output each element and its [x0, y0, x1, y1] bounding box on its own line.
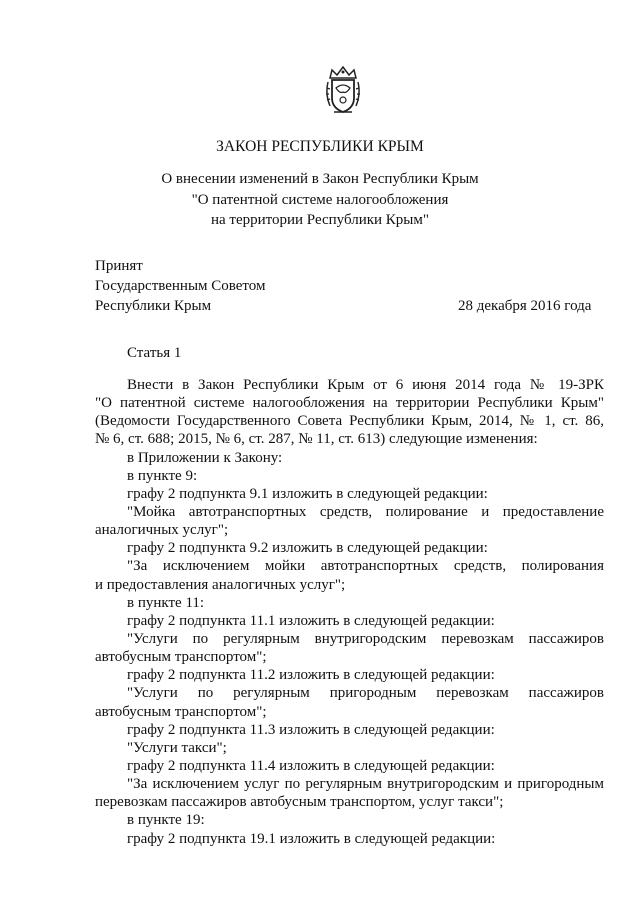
law-title: ЗАКОН РЕСПУБЛИКИ КРЫМ — [216, 138, 424, 155]
body-line: "Услуги по регулярным внутригородским перевозкам пассажиров — [127, 630, 604, 647]
coat-of-arms-icon — [324, 64, 362, 116]
body-line: "О патентной системе налогообложения на территории Республики Крым" — [95, 395, 604, 412]
adoption-block — [95, 256, 266, 316]
body-line: "Мойка автотранспортных средств, полирование и предоставление — [127, 503, 604, 520]
adoption-line: Республики Крым — [95, 298, 212, 314]
body-line: Внести в Закон Республики Крым от 6 июня 2014 года № 19-ЗРК — [127, 377, 604, 393]
body-line: графу 2 подпункта 11.3 изложить в следующей редакции: — [127, 721, 495, 738]
subtitle-line: О внесении изменений в Закон Республики Крым — [161, 171, 479, 187]
body-line: в пункте 19: — [127, 812, 205, 829]
body-line: в пункте 11: — [127, 594, 205, 611]
body-line: автобусным транспортом"; — [95, 649, 267, 666]
body-line: "За исключением услуг по регулярным внутригородским и пригородным — [127, 776, 604, 793]
adoption-date: 28 декабря 2016 года — [458, 298, 592, 314]
body-line: в пункте 9: — [127, 467, 198, 484]
body-line: графу 2 подпункта 9.1 изложить в следующей редакции: — [127, 485, 488, 502]
body-line: "За исключением мойки автотранспортных средств, полирования — [127, 558, 604, 575]
subtitle-line: "О патентной системе налогообложения — [191, 191, 449, 208]
body-line: графу 2 подпункта 11.2 изложить в следующей редакции: — [127, 667, 495, 684]
subtitle-line: на территории Республики Крым" — [210, 212, 430, 228]
body-line: автобусным транспортом"; — [95, 703, 267, 720]
body-line: перевозкам пассажиров автобусным транспортом, услуг такси"; — [95, 794, 504, 811]
body-line: аналогичных услуг"; — [95, 522, 229, 539]
article-body — [95, 376, 604, 848]
article-heading: Статья 1 — [127, 345, 182, 361]
body-line: № 6, ст. 688; 2015, № 6, ст. 287, № 11, ст. 613) следующие изменения: — [95, 431, 538, 448]
body-line: графу 2 подпункта 11.4 изложить в следующей редакции: — [127, 757, 495, 774]
body-line: графу 2 подпункта 11.1 изложить в следующей редакции: — [127, 612, 495, 629]
body-line: "Услуги такси"; — [127, 739, 227, 756]
body-line: и предоставления аналогичных услуг"; — [95, 576, 346, 593]
body-line: "Услуги по регулярным пригородным перевозкам пассажиров — [127, 685, 604, 702]
body-line: (Ведомости Государственного Совета Республики Крым, 2014, № 1, ст. 86, — [95, 413, 604, 430]
body-line: графу 2 подпункта 19.1 изложить в следующей редакции: — [127, 830, 496, 847]
body-line: графу 2 подпункта 9.2 изложить в следующей редакции: — [127, 540, 488, 557]
adoption-line: Государственным Советом — [95, 278, 266, 294]
adoption-line: Принят — [95, 258, 143, 274]
body-line: в Приложении к Закону: — [127, 449, 283, 466]
law-subtitle — [0, 169, 640, 231]
